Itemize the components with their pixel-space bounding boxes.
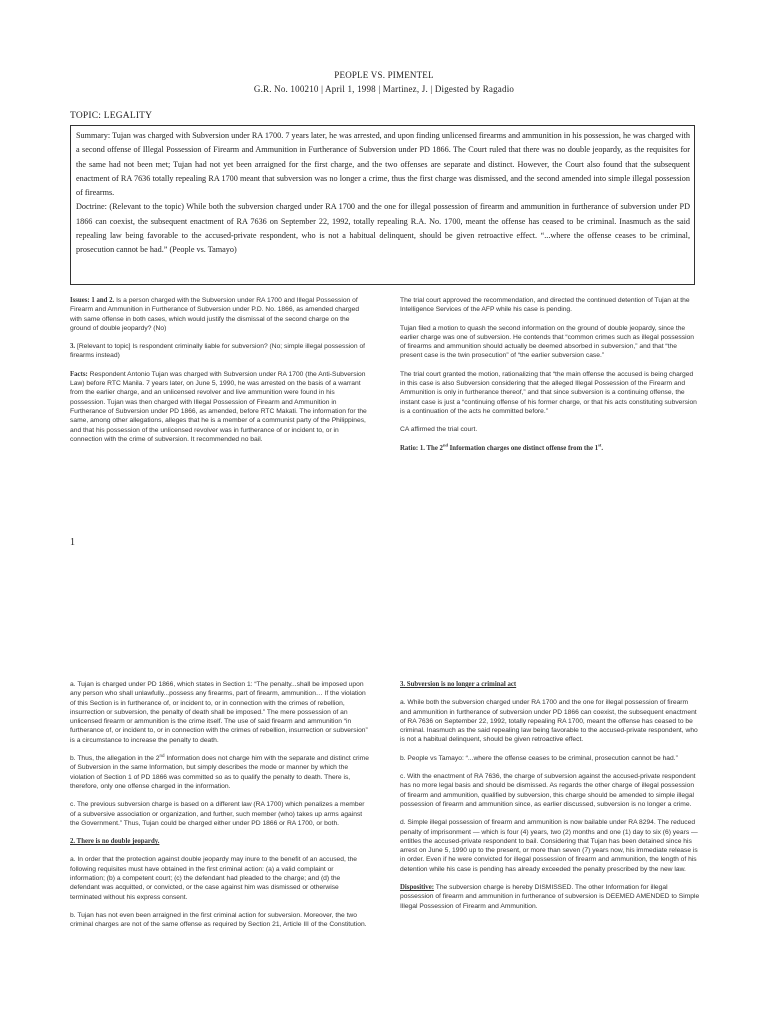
issue3-paragraph xyxy=(70,342,370,361)
facts-text: Respondent Antonio Tujan was charged with Subversion under RA 1700 (the Anti-Subversion Law) before RTC Manila. 7 years later, on June 5, 1990, he was arrested on the basis of a warrant from the earlier charge, and an unlicensed revolver and live ammunition were found in his possession. Tujan was then charged with Illegal Possession of Firearm and Ammunition in Furtherance of Subversion under PD 1866, as amended, before RTC Makati. The information for the same, among other allegations, alleges that he is a member of a communist party of the Philippines, and that his possession of the unlicensed revolver was in furtherance of or incident to, or in connection with the crime of subversion. It recommended no bail. xyxy=(70,370,367,443)
page1-right-column xyxy=(400,296,700,453)
dispositive-text: The subversion charge is hereby DISMISSED. The other Information for illegal possession of firearm and ammunition in furtherance of subversion is DEEMED AMENDED to Simple Illegal Possession of Firearm and Ammunition. xyxy=(400,884,700,910)
page1-left-column xyxy=(70,296,370,444)
dispositive-paragraph xyxy=(400,883,700,911)
ratio1-b-paragraph xyxy=(70,754,370,791)
ratio-text-3: . xyxy=(601,444,604,452)
ratio-label: Ratio: xyxy=(400,444,419,452)
summary-box xyxy=(70,125,695,285)
issues-label: Issues: 1 and 2. xyxy=(70,297,115,304)
facts-paragraph xyxy=(70,370,370,444)
grant-paragraph: The trial court granted the motion, rationalizing that “the main offense the accused is being charged in this case is also Subversion considering that the alleged Illegal Possession of the Firearm and Ammunition is only in furtherance thereof,” and that since subversion is a continuing offense, the instant case is just a “continuing offense of his former charge, or that his acts constituting subversion is a continuation of the acts he committed before.” xyxy=(400,370,697,415)
doctrine-paragraph xyxy=(76,200,690,257)
document-title: PEOPLE VS. PIMENTEL xyxy=(334,70,434,80)
issue3-text: [Relevant to topic] Is respondent criminally liable for subversion? (No; simple illegal possession of firearms instead) xyxy=(70,343,366,360)
ratio2-a-paragraph: a. In order that the protection against double jeopardy may inure to the benefit of an accused, the following requisites must have obtained in the first criminal action: (a) a valid complaint or information; (b) a competent court; (c) the defendant had pleaded to the charge; and (d) the defendant was acquitted, or convicted, or the case against him was dismissed or otherwise terminated without his express consent. xyxy=(70,856,358,901)
page2-right-column xyxy=(400,680,700,911)
ratio1-b-text-1: b. Thus, the allegation in the 2 xyxy=(70,755,160,763)
ratio3-d-paragraph: d. Simple illegal possession of firearm and ammunition is now bailable under RA 8294. The reduced penalty of imprisonment — which is four (4) years, two (2) months and one (1) day to six (6) years — entitles the accused-private respondent to bail. Considering that Tujan has been detained since his arrest on June 5, 1990 up to the present, or more than seven (7) years now, his immediate release is in order. Even if he were convicted for illegal possession of firearm and ammunition, the length of his detention while his case is pending has already exceeded the penalty prescribed by the new law. xyxy=(400,819,698,873)
ratio1-a-paragraph: a. Tujan is charged under PD 1866, which states in Section 1: “The penalty...shall be imposed upon any person who shall unlawfully...possess any firearms, part of firearm, ammunition… If the violation of this Section is in furtherance of, or incident to, or in connection with the crimes of rebellion, insurrection or subversion, the penalty of death shall be imposed.” The mere possession of an unlicensed firearm or ammunition is the crime itself. The use of said firearm and ammunition “in furtherance of, or incident to, or in connection with the crimes of rebellion, insurrection or subversion” is a circumstance to increase the penalty to death. xyxy=(70,681,368,744)
dispositive-label: Dispositive: xyxy=(400,884,434,892)
trial-court-paragraph: The trial court approved the recommendation, and directed the continued detention of Tujan at the Intelligence Services of the AFP while his case is pending. xyxy=(400,297,690,314)
ratio-sup-1: nd xyxy=(442,442,448,448)
subversion-heading: 3. Subversion is no longer a criminal act xyxy=(400,681,517,688)
ratio-heading xyxy=(400,444,700,453)
issues-text: Is a person charged with the Subversion under RA 1700 and Illegal Possession of Firearm and Ammunition in Furtherance of Subversion under P.D. No. 1866, as amended charged with same offense in both cases, which would justify the dismissal of the second charge on the ground of double jeopardy? (No) xyxy=(70,297,360,332)
case-citation: G.R. No. 100210 | April 1, 1998 | Martinez, J. | Digested by Ragadio xyxy=(253,84,515,94)
page-number: 1 xyxy=(70,537,75,548)
double-jeopardy-heading: 2. There is no double jeopardy. xyxy=(70,838,160,846)
ratio-text-1: 1. The 2 xyxy=(419,444,443,452)
ratio1-b-sup: nd xyxy=(159,752,165,758)
ratio-sup-2: st xyxy=(598,442,602,448)
ca-paragraph: CA affirmed the trial court. xyxy=(400,426,478,434)
ratio1-c-paragraph: c. The previous subversion charge is based on a different law (RA 1700) which penalizes a member of a subversive association or organization, and further, such member (who) takes up arms against the Government.” Thus, Tujan could be charged either under PD 1866 or RA 1700, or both. xyxy=(70,801,365,827)
summary-paragraph xyxy=(76,129,690,200)
ratio-text-2: Information charges one distinct offense from the 1 xyxy=(447,444,599,452)
doctrine-label: Doctrine: xyxy=(76,202,107,212)
page2-left-column xyxy=(70,680,370,930)
summary-label: Summary: xyxy=(76,131,111,140)
doctrine-text: (Relevant to the topic) While both the subversion charged under RA 1700 and the one for illegal possession of firearm and ammunition in furtherance of subversion under PD 1866 can coexist, the subsequent enactment of RA 7636 on September 22, 1992, totally repealing R.A. No. 1700, meant the offense has ceased to be criminal. Inasmuch as the said repealing law being favorable to the accused-private respondent, who is not a habitual delinquent, should be given retroactive effect. “...where the offense ceases to be criminal, prosecution cannot be had.” (People vs. Tamayo) xyxy=(76,202,690,255)
ratio3-b-paragraph: b. People vs Tamayo: “...where the offense ceases to be criminal, prosecution cannot be had.” xyxy=(400,754,678,762)
ratio3-a-paragraph: a. While both the subversion charged under RA 1700 and the one for illegal possession of firearm and ammunition in furtherance of subversion under PD 1866 can coexist, the subsequent enactment of RA 7636 on September 22, 1992, totally repealing RA 1700, meant the offense has ceased to be criminal. Inasmuch as the said repealing law being favorable to the accused-private respondent, who is not a habitual delinquent, should be given retroactive effect. xyxy=(400,699,698,744)
facts-label: Facts: xyxy=(70,370,88,378)
summary-text: Tujan was charged with Subversion under RA 1700. 7 years later, he was arrested, and upon finding unlicensed firearms and ammunition in his possession, he was charged with a second offense of Illegal Possession of Firearm and Ammunition in Furtherance of Subversion under PD 1866. The Court ruled that there was no double jeopardy, as the requisites for the same had not been met; Tujan had not yet been arraigned for the first charge, and the two offenses are separate and distinct. However, the Court also found that the subsequent enactment of RA 7636 totally repealing RA 1700 meant that subversion was no longer a crime, thus the first charge was dismissed, and the second amended into simple illegal possession of firearms. xyxy=(76,131,691,198)
ratio1-b-text-2: Information does not charge him with the separate and distinct crime of Subversion in the same Information, but simply describes the mode or manner by which the violation of Section 1 of PD 1866 was committed so as to qualify the penalty to death. There is, therefore, only one offense charged in the information. xyxy=(70,755,369,790)
ratio2-b-paragraph: b. Tujan has not even been arraigned in the first criminal action for subversion. Moreover, the two criminal charges are not of the same offense as required by Section 21, Article III of the Constitution. xyxy=(70,911,367,929)
topic-label: TOPIC: LEGALITY xyxy=(70,111,153,121)
ratio3-c-paragraph: c. With the enactment of RA 7636, the charge of subversion against the accused-private respondent has no more legal basis and should be dismissed. As regards the other charge of illegal possession of firearm and ammunition, qualified by subversion, this charge should be amended to simple illegal possession of firearm and ammunition since, as earlier discussed, subversion is no longer a crime. xyxy=(400,773,696,808)
issues-paragraph xyxy=(70,296,370,333)
motion-paragraph: Tujan filed a motion to quash the second information on the ground of double jeopardy, since the earlier charge was one of subversion. He contends that “common crimes such as illegal possession of firearms and ammunition should actually be deemed absorbed in subversion,” and that “the present case is the twin prosecution” of “the earlier subversion case.” xyxy=(400,324,695,360)
issue3-label: 3. xyxy=(70,343,76,351)
